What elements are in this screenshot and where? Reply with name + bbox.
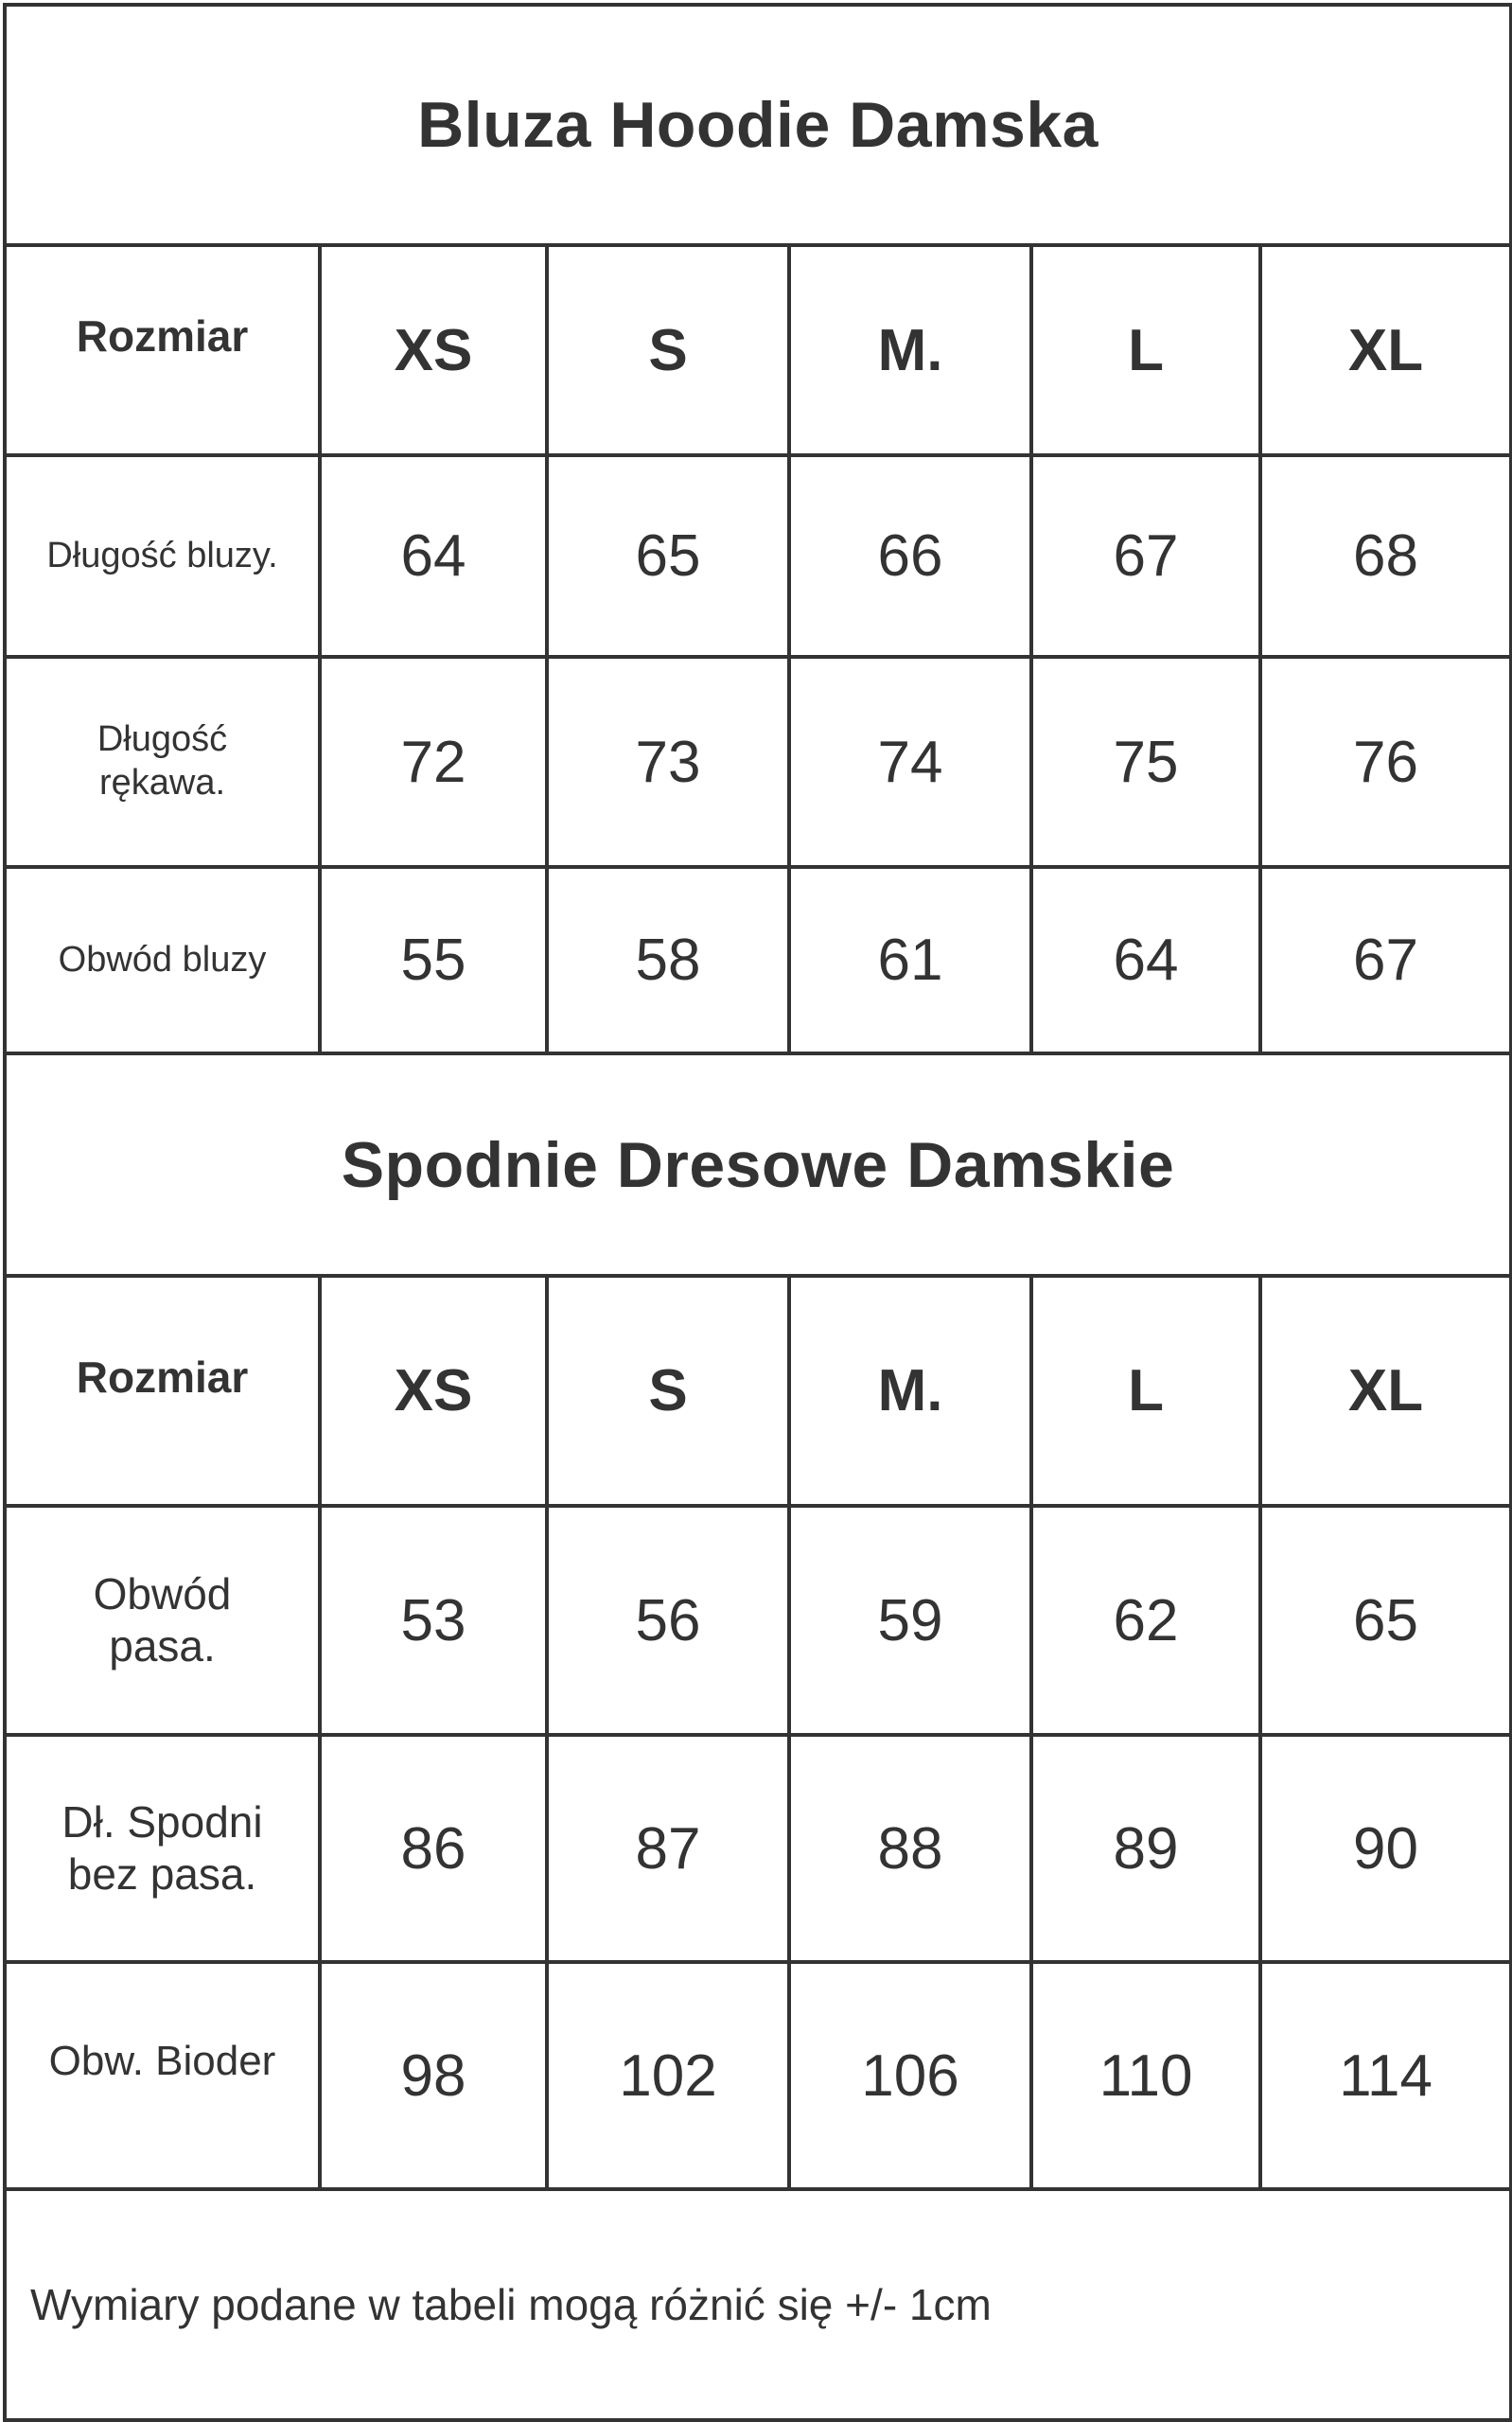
label-line: Długość (97, 719, 228, 760)
value-cell: 102 (547, 1962, 789, 2189)
label-line: Obwód bluzy (58, 939, 267, 980)
tolerance-note: Wymiary podane w tabeli mogą różnić się +/- 1cm (5, 2189, 1511, 2420)
hoodie-size-xl: XL (1260, 245, 1511, 455)
pants-size-xl: XL (1260, 1276, 1511, 1506)
value-cell: 64 (1031, 867, 1260, 1053)
pants-size-m: M. (789, 1276, 1031, 1506)
hoodie-row-label (5, 867, 320, 1053)
pants-size-header-row (5, 1276, 1511, 1506)
label-line: Dł. Spodni (62, 1796, 263, 1847)
hoodie-size-l: L (1031, 245, 1260, 455)
pants-size-l: L (1031, 1276, 1260, 1506)
value-cell: 55 (320, 867, 547, 1053)
value-cell: 65 (547, 455, 789, 657)
value-cell: 65 (1260, 1506, 1511, 1735)
pants-size-s: S (547, 1276, 789, 1506)
value-cell: 114 (1260, 1962, 1511, 2189)
hoodie-row-girth (5, 867, 1511, 1053)
label-line: Długość bluzy. (46, 535, 278, 575)
hoodie-size-header-row (5, 245, 1511, 455)
hoodie-row-sleeve (5, 657, 1511, 867)
pants-title: Spodnie Dresowe Damskie (5, 1053, 1511, 1276)
value-cell: 67 (1260, 867, 1511, 1053)
label-line: Obwód (93, 1568, 232, 1618)
hoodie-size-label: Rozmiar (5, 245, 320, 455)
size-chart-table (3, 3, 1512, 2422)
value-cell: 89 (1031, 1735, 1260, 1962)
value-cell: 67 (1031, 455, 1260, 657)
value-cell: 72 (320, 657, 547, 867)
hoodie-size-m: M. (789, 245, 1031, 455)
label-line: pasa. (109, 1621, 216, 1671)
pants-row-label (5, 1735, 320, 1962)
pants-row-hips (5, 1962, 1511, 2189)
value-cell: 106 (789, 1962, 1031, 2189)
pants-row-label (5, 1962, 320, 2189)
value-cell: 98 (320, 1962, 547, 2189)
value-cell: 58 (547, 867, 789, 1053)
value-cell: 75 (1031, 657, 1260, 867)
label-line: rękawa. (98, 763, 226, 803)
hoodie-size-s: S (547, 245, 789, 455)
value-cell: 87 (547, 1735, 789, 1962)
pants-size-xs: XS (320, 1276, 547, 1506)
value-cell: 110 (1031, 1962, 1260, 2189)
value-cell: 62 (1031, 1506, 1260, 1735)
pants-title-row (5, 1053, 1511, 1276)
label-line: Obw. Bioder (48, 2037, 276, 2084)
pants-row-waist (5, 1506, 1511, 1735)
hoodie-size-xs: XS (320, 245, 547, 455)
value-cell: 73 (547, 657, 789, 867)
hoodie-title-row (5, 5, 1511, 245)
pants-size-label: Rozmiar (5, 1276, 320, 1506)
value-cell: 88 (789, 1735, 1031, 1962)
pants-row-label (5, 1506, 320, 1735)
pants-row-length (5, 1735, 1511, 1962)
value-cell: 68 (1260, 455, 1511, 657)
value-cell: 59 (789, 1506, 1031, 1735)
hoodie-row-label (5, 455, 320, 657)
hoodie-row-label (5, 657, 320, 867)
note-row (5, 2189, 1511, 2420)
hoodie-row-length (5, 455, 1511, 657)
value-cell: 74 (789, 657, 1031, 867)
value-cell: 86 (320, 1735, 547, 1962)
value-cell: 64 (320, 455, 547, 657)
label-line: bez pasa. (67, 1849, 257, 1899)
value-cell: 56 (547, 1506, 789, 1735)
value-cell: 66 (789, 455, 1031, 657)
value-cell: 90 (1260, 1735, 1511, 1962)
value-cell: 61 (789, 867, 1031, 1053)
value-cell: 53 (320, 1506, 547, 1735)
hoodie-title: Bluza Hoodie Damska (5, 5, 1511, 245)
value-cell: 76 (1260, 657, 1511, 867)
